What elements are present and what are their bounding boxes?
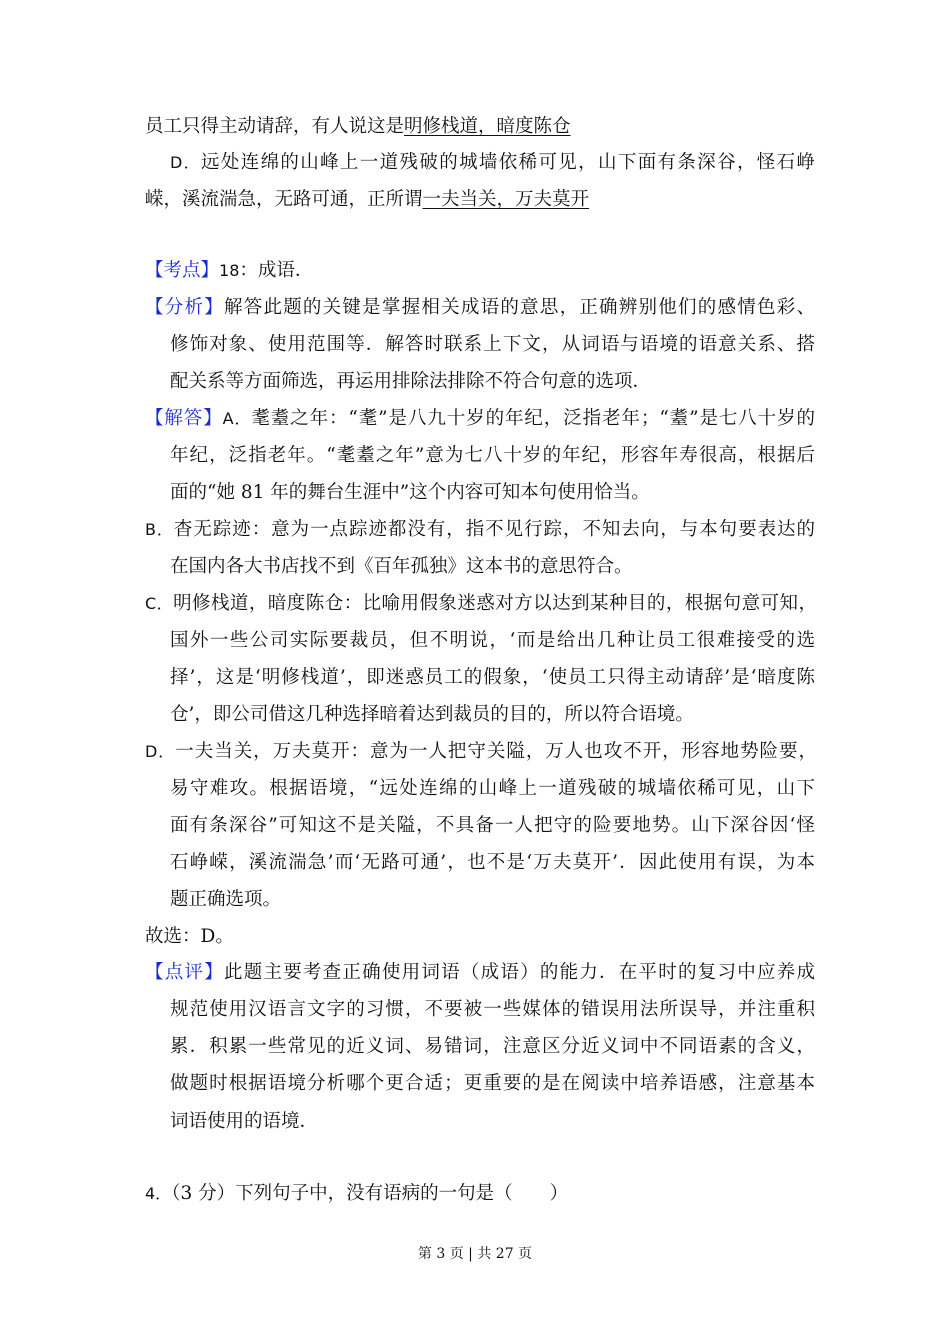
- text: 一夫当关，万夫莫开：意为一人把守关隘，万人也攻不开，形容地势险要，: [175, 741, 817, 762]
- fenxi-line: 修饰对象、使用范围等．解答时联系上下文，从词语与语境的语意关系、搭: [170, 334, 815, 355]
- option-label: D．: [145, 742, 176, 761]
- text: 远处连绵的山峰上一道残破的城墙依稀可见，山下面有条深谷，怪石峥: [201, 152, 815, 173]
- fenxi-line: 配关系等方面筛选，再运用排除法排除不符合句意的选项．: [170, 371, 652, 392]
- text: 杳无踪迹：意为一点踪迹都没有，指不见行踪，不知去向，与本句要表达的: [173, 519, 815, 540]
- fenxi-line: [145, 296, 815, 320]
- section-label: 【点评】: [145, 962, 224, 983]
- option-label: B．: [145, 520, 174, 539]
- jieda-line: 题正确选项。: [170, 889, 282, 910]
- answer: 故选：D。: [145, 926, 234, 947]
- jieda-line: [145, 407, 815, 431]
- jieda-line: 面的“她 81 年的舞台生涯中”这个内容可知本句使用恰当。: [170, 482, 650, 503]
- dianping-line: 做题时根据语境分析哪个更合适；更重要的是在阅读中培养语感，注意基本: [170, 1073, 815, 1094]
- option-label: A．: [222, 409, 252, 428]
- text: ：成语．: [239, 260, 314, 281]
- option-c-continuation: [145, 115, 571, 139]
- option-d-line: [170, 151, 815, 175]
- jieda-line: [145, 740, 817, 764]
- text: 解答此题的关键是掌握相关成语的意思，正确辨别他们的感情色彩、: [223, 297, 815, 318]
- section-label: 【解答】: [145, 408, 223, 429]
- page-footer: 第 3 页 | 共 27 页: [417, 1246, 533, 1262]
- dianping-line: 累．积累一些常见的近义词、易错词，注意区分近义词中不同语素的含义，: [170, 1036, 815, 1057]
- question-text: （3 分）下列句子中，没有语病的一句是（ ）: [171, 1183, 569, 1204]
- jieda-line: 在国内各大书店找不到《百年孤独》这本书的意思符合。: [170, 556, 633, 577]
- section-label: 【考点】: [145, 260, 220, 281]
- dianping-line: 词语使用的语境．: [170, 1111, 319, 1132]
- section-label: 【分析】: [145, 297, 224, 318]
- text: 此题主要考查正确使用词语（成语）的能力．在平时的复习中应养成: [223, 962, 815, 983]
- underlined-idiom: 一夫当关，万夫莫开: [422, 189, 590, 210]
- option-label: C．: [145, 594, 174, 613]
- jieda-line: 国外一些公司实际要裁员，但不明说，‘而是给出几种让员工很难接受的选: [170, 630, 815, 651]
- text: 明修栈道，暗度陈仓：比喻用假象迷惑对方以达到某种目的，根据句意可知，: [173, 593, 817, 614]
- option-label: D．: [170, 153, 202, 172]
- jieda-line: 择’，这是‘明修栈道’，即迷惑员工的假象，‘使员工只得主动请辞’是‘暗度陈: [170, 667, 815, 688]
- dianping-line: [145, 961, 815, 985]
- option-d-continuation: [145, 188, 589, 212]
- topic-number: 18: [219, 261, 240, 280]
- text: 员工只得主动请辞，有人说这是: [145, 116, 405, 137]
- jieda-line: 石峥嵘，溪流湍急’而‘无路可通’，也不是‘万夫莫开’．因此使用有误，为本: [170, 852, 815, 873]
- jieda-line: 面有条深谷”可知这不是关隘，不具备一人把守的险要地势。山下深谷因‘怪: [170, 815, 815, 836]
- jieda-line: [145, 518, 815, 542]
- dianping-line: 规范使用汉语言文字的习惯，不要被一些媒体的错误用法所误导，并注重积: [170, 999, 815, 1020]
- jieda-line: 仓’，即公司借这几种选择暗着达到裁员的目的，所以符合语境。: [170, 704, 694, 725]
- jieda-line: 易守难攻。根据语境，“远处连绵的山峰上一道残破的城墙依稀可见，山下: [170, 778, 815, 799]
- jieda-line: 年纪，泛指老年。“耄耋之年”意为七八十岁的年纪，形容年寿很高，根据后: [170, 445, 815, 466]
- underlined-idiom: 明修栈道，暗度陈仓: [404, 116, 571, 137]
- jieda-line: [145, 592, 817, 616]
- text: 耄耋之年：“耄”是八九十岁的年纪，泛指老年；“耋”是七八十岁的: [251, 408, 815, 429]
- question-4: [145, 1182, 568, 1206]
- question-number: 4．: [145, 1184, 172, 1203]
- text: 嵘，溪流湍急，无路可通，正所谓: [145, 189, 423, 210]
- kaodian: [145, 259, 313, 283]
